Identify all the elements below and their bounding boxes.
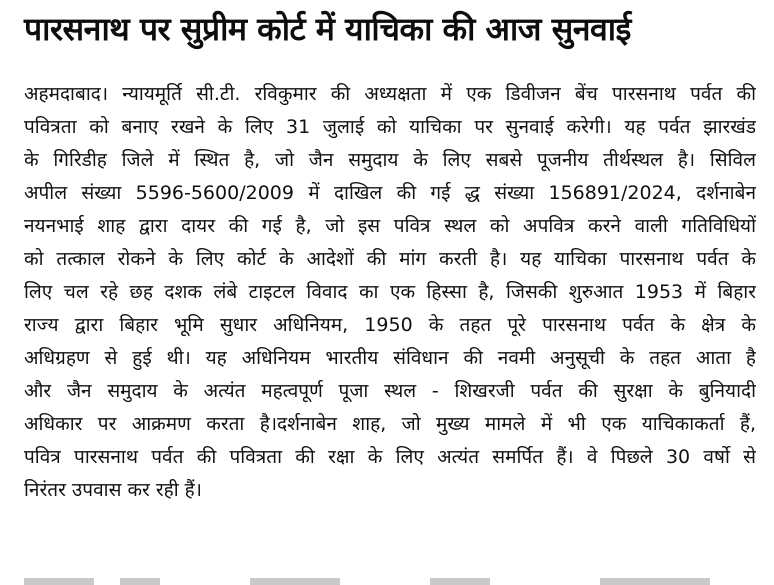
article-line: अधिग्रहण से हुई थी। यह अधिनियम भारतीय संविधान की नवमी अनुसूची के तहत आता है — [24, 347, 756, 369]
article-line: और जैन समुदाय के अत्यंत महत्वपूर्ण पूजा स्थल - शिखरजी पर्वत की सुरक्षा के बुनियादी — [24, 380, 756, 402]
cropped-text-fragment — [250, 578, 340, 585]
cropped-text-fragment — [120, 578, 160, 585]
article-line: नयनभाई शाह द्वारा दायर की गई है, जो इस पवित्र स्थल को अपवित्र करने वाली गतिविधियों — [24, 215, 756, 237]
article-line: अहमदाबाद। न्यायमूर्ति सी.टी. रविकुमार की अध्यक्षता में एक डिवीजन बेंच पारसनाथ पर्वत की — [24, 83, 756, 105]
article-headline: पारसनाथ पर सुप्रीम कोर्ट में याचिका की आज सुनवाई — [24, 10, 631, 48]
article-line: के गिरिडीह जिले में स्थित है, जो जैन समुदाय के लिए सबसे पूजनीय तीर्थस्थल है। सिविल — [24, 149, 756, 171]
article-body — [24, 78, 756, 507]
article-line: को तत्काल रोकने के लिए कोर्ट के आदेशों की मांग करती है। यह याचिका पारसनाथ पर्वत के — [24, 248, 756, 270]
cropped-next-line-fragments — [0, 578, 774, 585]
cropped-text-fragment — [600, 578, 710, 585]
cropped-text-fragment — [24, 578, 94, 585]
article-line: लिए चल रहे छह दशक लंबे टाइटल विवाद का एक हिस्सा है, जिसकी शुरुआत 1953 में बिहार — [24, 281, 756, 303]
article-line: अपील संख्या 5596-5600/2009 में दाखिल की गई द्ध संख्या 156891/2024, दर्शनाबेन — [24, 182, 756, 204]
cropped-text-fragment — [430, 578, 490, 585]
article-line: अधिकार पर आक्रमण करता है।दर्शनाबेन शाह, जो मुख्य मामले में भी एक याचिकाकर्ता हैं, — [24, 413, 756, 435]
article-line-last: निरंतर उपवास कर रही हैं। — [24, 479, 202, 501]
article-line: पवित्रता को बनाए रखने के लिए 31 जुलाई को याचिका पर सुनवाई करेगी। यह पर्वत झारखंड — [24, 116, 756, 138]
article-line: पवित्र पारसनाथ पर्वत की पवित्रता की रक्षा के लिए अत्यंत समर्पित हैं। वे पिछले 30 वर्षो से — [24, 446, 756, 468]
article-line: राज्य द्वारा बिहार भूमि सुधार अधिनियम, 1950 के तहत पूरे पारसनाथ पर्वत के क्षेत्र के — [24, 314, 756, 336]
